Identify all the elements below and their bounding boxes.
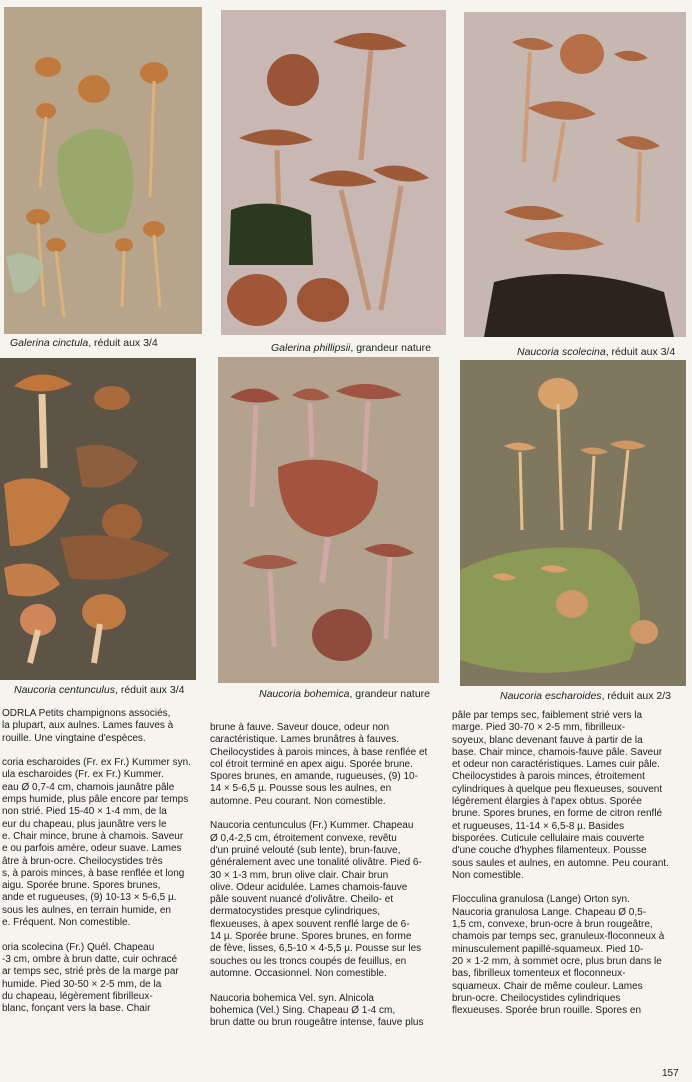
- text-line: brune. Spores brunes, en forme de citron renflé: [452, 808, 663, 820]
- text-line: [2, 929, 198, 941]
- text-line: -3 cm, ombre à brun datte, cuir ochracé: [2, 953, 178, 965]
- text-line: Spores brunes, en amande, rugueuses, (9) 10-: [210, 771, 418, 783]
- text-line: olive. Odeur acidulée. Lames chamois-fauve: [210, 881, 408, 893]
- text-line: dermatocystides presque cylindriques,: [210, 906, 381, 918]
- text-line: d'une couche d'hyphes filamenteux. Pousse: [452, 845, 647, 857]
- text-line: 30 × 1-3 mm, brun olive clair. Chair brun: [210, 869, 389, 881]
- caption-species: Galerina cinctula: [10, 337, 89, 349]
- text-line: et odeur non caractéristiques. Lames cuir pâle.: [452, 759, 660, 771]
- text-line: e. Chair mince, brune à chamois. Saveur: [2, 830, 184, 842]
- text-line: ande et rugueuses, (9) 10-13 × 5-6,5 µ.: [2, 892, 177, 904]
- text-line: la plupart, aux aulnes. Lames fauves à: [2, 720, 174, 732]
- text-line: e ou parfois amère, odeur suave. Lames: [2, 843, 182, 855]
- text-line: chamois par temps sec, granuleux-floconneux à: [452, 931, 665, 943]
- caption-scale: , grandeur nature: [350, 342, 431, 354]
- text-line: minusculement papillé-squameux. Pied 10-: [452, 943, 644, 955]
- caption-naucoria-scolecina: [517, 346, 675, 359]
- text-line: pâle par temps sec, faiblement strié vers la: [452, 710, 643, 721]
- text-line: bisporées. Cuticule cellulaire mais couverte: [452, 832, 645, 844]
- caption-scale: , réduit aux 3/4: [605, 346, 676, 358]
- caption-species: Naucoria centunculus: [14, 684, 115, 696]
- caption-species: Galerina phillipsii: [271, 342, 351, 354]
- text-line: blanc, fonçant vers la base. Chair: [2, 1003, 151, 1015]
- text-line: [210, 980, 446, 992]
- mushroom-illustration: [464, 12, 686, 337]
- text-line: ODRLA Petits champignons associés,: [2, 708, 171, 719]
- text-column-2: [210, 722, 446, 1029]
- caption-galerina-cinctula: [10, 337, 158, 350]
- text-line: automne. Peu courant. Non comestible.: [210, 795, 386, 807]
- text-line: rouille. Une vingtaine d'espèces.: [2, 732, 146, 744]
- text-line: cylindriques à quelque peu flexueuses, souvent: [452, 783, 663, 795]
- text-line: bohemica (Vel.) Sing. Chapeau Ø 1-4 cm,: [210, 1004, 396, 1016]
- text-line: s, à parois minces, à base renflée et long: [2, 867, 185, 879]
- caption-species: Naucoria escharoides: [500, 690, 602, 702]
- text-line: soyeux, blanc devenant fauve à partir de la: [452, 734, 643, 746]
- caption-scale: , réduit aux 2/3: [601, 690, 672, 702]
- text-line: base. Chair mince, chamois-fauve pâle. Saveur: [452, 746, 663, 758]
- text-line: ar temps sec, strié près de la marge par: [2, 966, 179, 978]
- text-line: Naucoria centunculus (Fr.) Kummer. Chapeau: [210, 820, 414, 832]
- caption-naucoria-centunculus: [14, 684, 184, 697]
- text-line: d'un pruiné velouté (sub lente), brun-fauve,: [210, 844, 401, 856]
- text-line: 14 × 5-6,5 µ. Pousse sous les aulnes, en: [210, 783, 392, 795]
- text-line: eur du chapeau, plus jaunâtre vers le: [2, 818, 167, 830]
- text-line: [2, 745, 198, 757]
- caption-species: Naucoria scolecina: [517, 346, 606, 358]
- text-line: sous saules et aulnes, en automne. Peu courant.: [452, 857, 669, 869]
- photo-naucoria-centunculus: [0, 358, 196, 680]
- mushroom-illustration: [460, 360, 686, 686]
- text-line: Non comestible.: [452, 869, 524, 881]
- text-line: généralement avec une tonalité olivâtre. Pied 6-: [210, 857, 422, 869]
- text-line: Flocculina granulosa (Lange) Orton syn.: [452, 894, 630, 906]
- photo-galerina-cinctula: [4, 7, 202, 334]
- text-line: âtre à brun-ocre. Cheilocystides très: [2, 855, 163, 867]
- text-line: col étroit terminé en apex aigu. Sporée brune.: [210, 758, 413, 770]
- text-line: [452, 882, 688, 894]
- text-line: souches ou les troncs coupés de feuillus, en: [210, 955, 407, 967]
- text-line: humide. Pied 30-50 × 2-5 mm, de la: [2, 978, 162, 990]
- text-line: Ø 0,4-2,5 cm, étroitement convexe, revêtu: [210, 832, 397, 844]
- text-line: coria escharoides (Fr. ex Fr.) Kummer syn.: [2, 757, 191, 769]
- mushroom-illustration: [218, 357, 439, 683]
- photo-naucoria-scolecina: [464, 12, 686, 337]
- text-column-3: [452, 710, 688, 1017]
- mushroom-illustration: [4, 7, 202, 334]
- text-line: flexueuses. Sporée brun rouille. Spores en: [452, 1005, 642, 1017]
- text-line: eau Ø 0,7-4 cm, chamois jaunâtre pâle: [2, 781, 175, 793]
- text-line: Naucoria bohemica Vel. syn. Alnicola: [210, 992, 374, 1004]
- photo-naucoria-bohemica: [218, 357, 439, 683]
- text-line: légèrement élargies à l'apex obtus. Sporée: [452, 796, 642, 808]
- text-line: brun datte ou brun rougeâtre intense, fauve plus: [210, 1017, 424, 1029]
- text-line: pâle souvent nuancé d'olivâtre. Cheilo- et: [210, 894, 394, 906]
- text-line: de fève, lisses, 6,5-10 × 4-5,5 µ. Pousse sur les: [210, 943, 422, 955]
- text-line: ula escharoides (Fr. ex Fr.) Kummer.: [2, 769, 164, 781]
- text-line: aigu. Sporée brune. Spores brunes,: [2, 880, 161, 892]
- mushroom-illustration: [0, 358, 196, 680]
- text-line: squameux. Chair de même couleur. Lames: [452, 980, 643, 992]
- text-line: Naucoria granulosa Lange. Chapeau Ø 0,5-: [452, 906, 647, 918]
- photo-naucoria-escharoides: [460, 360, 686, 686]
- page-number: 157: [662, 1068, 679, 1079]
- text-line: sous les aulnes, en terrain humide, en: [2, 904, 171, 916]
- text-line: automne. Occasionnel. Non comestible.: [210, 967, 387, 979]
- caption-naucoria-escharoides: [500, 690, 671, 703]
- text-line: oria scolecina (Fr.) Quél. Chapeau: [2, 941, 155, 953]
- caption-naucoria-bohemica: [259, 688, 430, 701]
- mushroom-illustration: [221, 10, 446, 335]
- caption-scale: , réduit aux 3/4: [114, 684, 185, 696]
- photo-galerina-phillipsii: [221, 10, 446, 335]
- text-line: Cheilocystides à parois minces, à base renflée et: [210, 746, 428, 758]
- text-line: emps humide, plus pâle encore par temps: [2, 794, 189, 806]
- caption-scale: , réduit aux 3/4: [88, 337, 158, 349]
- text-line: brune à fauve. Saveur douce, odeur non: [210, 722, 390, 733]
- caption-scale: , grandeur nature: [349, 688, 431, 700]
- caption-species: Naucoria bohemica: [259, 688, 350, 700]
- caption-galerina-phillipsii: [271, 342, 431, 355]
- text-line: bas, fibrilleux tomenteux et floconneux-: [452, 968, 626, 980]
- text-line: e. Fréquent. Non comestible.: [2, 917, 131, 929]
- text-line: flexueuses, à apex souvent renflé large de 6-: [210, 918, 410, 930]
- text-line: marge. Pied 30-70 × 2-5 mm, fibrilleux-: [452, 722, 626, 734]
- text-column-1: [2, 708, 198, 1015]
- text-line: 20 × 1-2 mm, à sommet ocre, plus brun dans le: [452, 955, 662, 967]
- text-line: Cheilocystides à parois minces, étroitement: [452, 771, 645, 783]
- text-line: [210, 808, 446, 820]
- text-line: caractéristique. Lames brunâtres à fauves.: [210, 734, 399, 746]
- text-line: non strié. Pied 15-40 × 1-4 mm, de la: [2, 806, 167, 818]
- text-line: du chapeau, légèrement fibrilleux-: [2, 990, 153, 1002]
- text-line: et rugueuses, 11-14 × 6,5-8 µ. Basides: [452, 820, 625, 832]
- text-line: 14 µ. Sporée brune. Spores brunes, en forme: [210, 931, 412, 943]
- text-line: 1,5 cm, convexe, brun-ocre à brun rougeâtre,: [452, 919, 653, 931]
- text-line: brun-ocre. Cheilocystides cylindriques: [452, 992, 621, 1004]
